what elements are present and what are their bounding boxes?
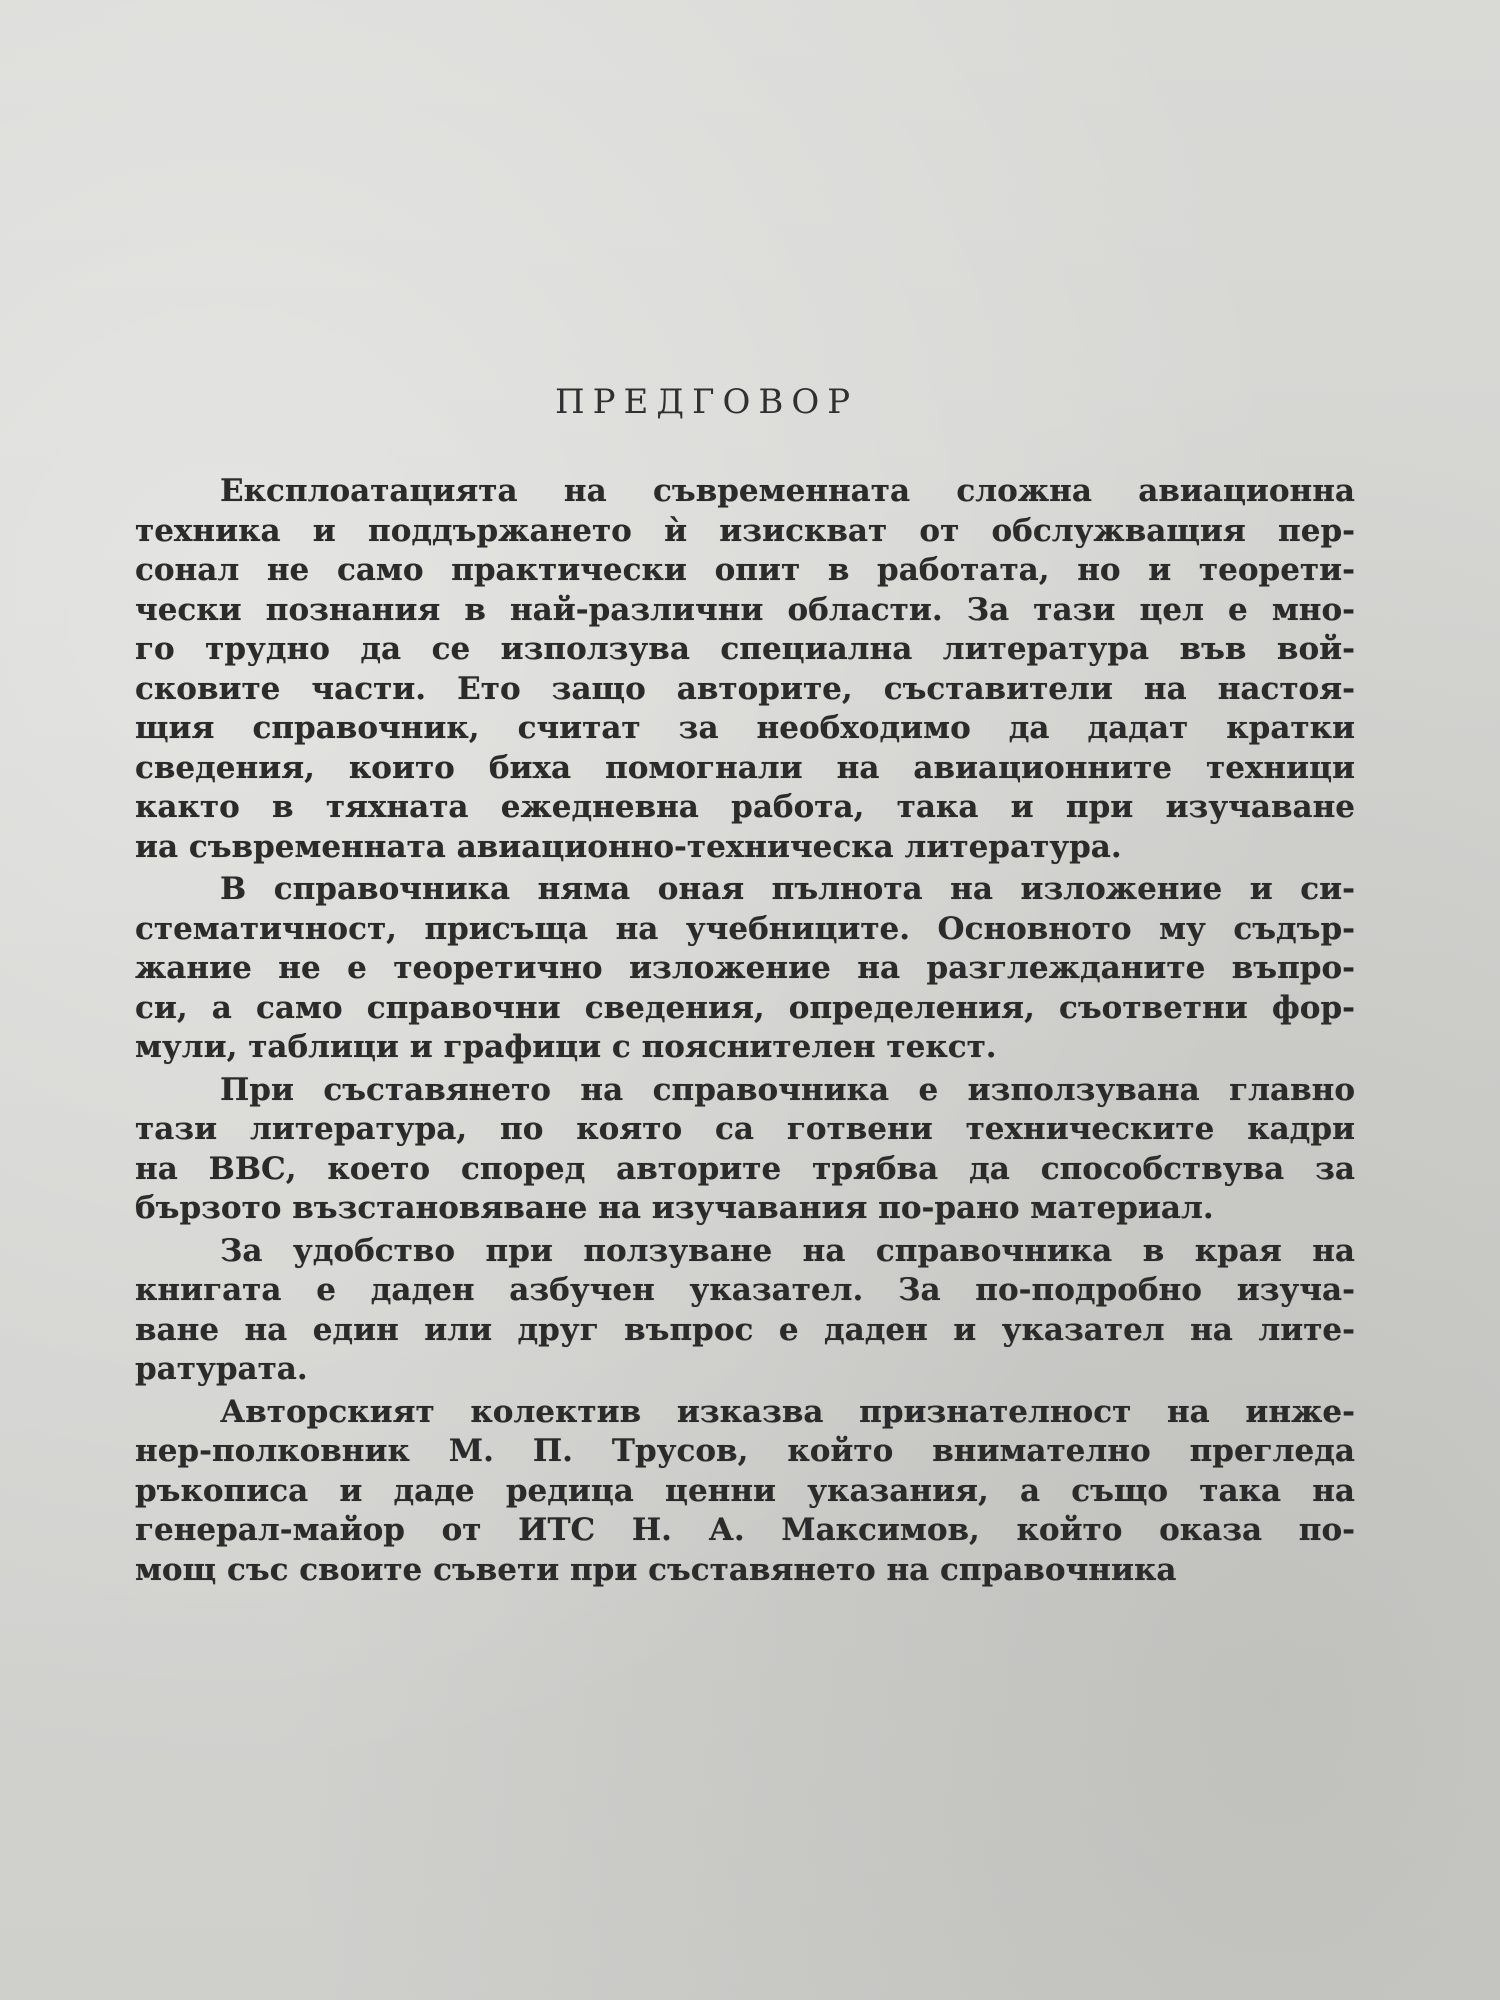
text-line: сонал не само практически опит в работата, но и теорети- — [135, 552, 1355, 588]
text-line: мощ със своите съвети при съставянето на справочника — [135, 1551, 1177, 1588]
text-line: щия справочник, считат за необходимо да дадат кратки — [135, 710, 1355, 746]
text-line: Авторският колектив изказва признателност на инже- — [220, 1393, 1355, 1430]
text-line: При съставянето на справочника е използувана главно — [220, 1071, 1355, 1108]
text-line: ратурата. — [135, 1351, 308, 1387]
text-line: нер-полковник М. П. Трусов, който внимателно прегледа — [135, 1433, 1355, 1469]
text-line: мули, таблици и графици с пояснителен текст. — [135, 1029, 997, 1065]
text-line: както в тяхната ежедневна работа, така и при изучаване — [135, 789, 1355, 825]
paragraph — [135, 870, 1355, 1068]
text-line: ръкописа и даде редица ценни указания, а също така на — [135, 1472, 1355, 1509]
text-line: сведения, които биха помогнали на авиационните техници — [135, 749, 1355, 786]
text-line: генерал-майор от ИТС Н. А. Максимов, който оказа по- — [135, 1512, 1355, 1548]
paragraph — [135, 1393, 1355, 1591]
page-title: ПРЕДГОВОР — [555, 382, 859, 422]
text-line: тази литература, по която са готвени техническите кадри — [135, 1111, 1355, 1147]
text-line: ване на един или друг въпрос е даден и указател на лите- — [135, 1311, 1355, 1348]
text-line: иа съвременната авиационно-техническа литература. — [135, 828, 1122, 865]
text-line: Експлоатацията на съвременната сложна авиационна — [220, 473, 1355, 509]
paragraph — [135, 1071, 1355, 1229]
text-line: на ВВС, което според авторите трябва да способствува за — [135, 1150, 1355, 1187]
text-line: стематичност, присъща на учебниците. Основното му съдър- — [135, 910, 1355, 947]
text-line: го трудно да се използува специална литература във вой- — [135, 631, 1355, 667]
text-line: техника и поддържането ѝ изискват от обслужващия пер- — [135, 512, 1355, 549]
text-line: сковите части. Ето защо авторите, съставители на настоя- — [135, 670, 1355, 707]
preface-body — [135, 472, 1355, 1590]
text-line: си, а само справочни сведения, определения, съответни фор- — [135, 989, 1355, 1026]
text-line: книгата е даден азбучен указател. За по-подробно изуча- — [135, 1272, 1355, 1308]
text-line: жание не е теоретично изложение на разглежданите въпро- — [135, 950, 1355, 986]
text-line: В справочника няма оная пълнота на изложение и си- — [220, 871, 1355, 907]
text-line: бързото възстановяване на изучавания по-рано материал. — [135, 1190, 1214, 1226]
text-line: За удобство при ползуване на справочника в края на — [220, 1232, 1355, 1269]
paragraph — [135, 1232, 1355, 1390]
paragraph — [135, 472, 1355, 867]
text-line: чески познания в най-различни области. За тази цел е мно- — [135, 591, 1355, 628]
